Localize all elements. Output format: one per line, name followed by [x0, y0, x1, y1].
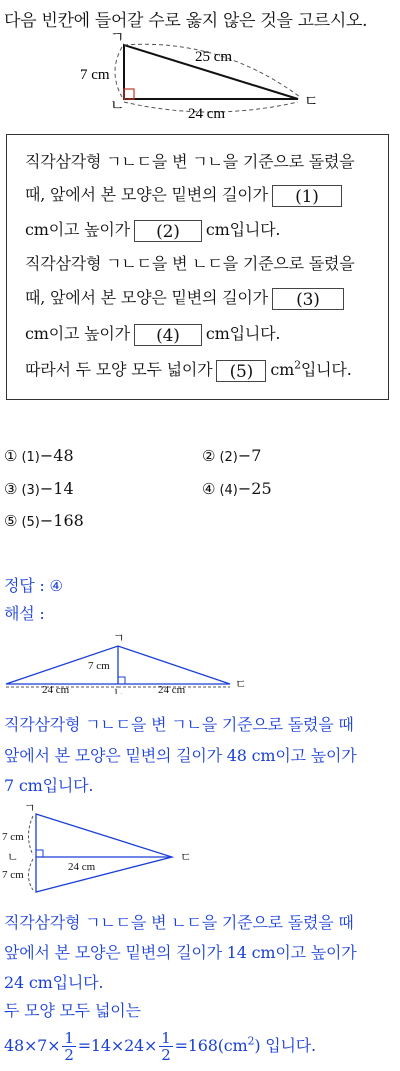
right-angle-mark: [124, 89, 134, 99]
fraction-2-num: 1: [161, 1029, 171, 1047]
right-angle-mark: [36, 850, 43, 857]
answer-label: 정답 :: [4, 576, 45, 595]
kite-triangle: [36, 814, 172, 892]
exp-para2-line3: 24 cm입니다.: [4, 973, 104, 992]
blank-2: (2): [134, 220, 202, 242]
question-text: 다음 빈칸에 들어갈 수로 옳지 않은 것을 고르시오.: [4, 11, 368, 31]
box-line-2-text: 때, 앞에서 본 모양은 밑변의 길이가: [25, 185, 268, 204]
blank-1: (1): [272, 185, 342, 207]
fig1-top-label: ㄱ: [113, 632, 125, 645]
height-label: 7 cm: [80, 67, 110, 83]
choice-1[interactable]: [4, 446, 74, 465]
blank-3: (3): [272, 288, 344, 310]
box-line-7-unit: cm: [270, 360, 295, 379]
calc-sup: 2: [247, 1034, 255, 1048]
choice-2-label: (2): [219, 450, 238, 465]
answer-line: [4, 573, 67, 596]
hypotenuse-label: 25 cm: [195, 49, 233, 65]
choice-4-mark: ④: [202, 480, 216, 498]
exp-para2-line2: 앞에서 본 모양은 밑변의 길이가 14 cm이고 높이가: [4, 943, 357, 962]
base-label: 24 cm: [188, 106, 226, 122]
question-triangle-figure: [70, 30, 340, 125]
box-line-7-end: 입니다.: [300, 360, 352, 379]
box-line-6-unit: cm입니다.: [205, 324, 281, 343]
problem-box: [6, 134, 389, 400]
box-line-6: [25, 321, 280, 346]
box-line-5: [25, 285, 348, 310]
right-angle-mark: [118, 677, 125, 684]
exp-para1-line1: 직각삼각형 ㄱㄴㄷ을 변 ㄱㄴ을 기준으로 돌렸을 때: [4, 715, 354, 734]
choice-3-value: −14: [39, 479, 74, 498]
choice-2-mark: ②: [202, 447, 216, 465]
explanation-label: 해설 :: [4, 604, 45, 623]
exp-para1-line2: 앞에서 본 모양은 밑변의 길이가 48 cm이고 높이가: [4, 746, 357, 765]
calc-part-a: 48×7×: [4, 1036, 61, 1055]
choice-4-value: −25: [237, 479, 272, 498]
choice-3-label: (3): [21, 483, 40, 498]
fig1-height-label: 7 cm: [88, 660, 110, 672]
vertex-right-label: ㄷ: [304, 94, 319, 110]
exp-para3-line1: 두 모양 모두 넓이는: [4, 1001, 141, 1020]
vertex-top-label: ㄱ: [110, 30, 125, 46]
fig1-right-base-label: 24 cm: [158, 684, 186, 694]
exp-para2-line1: 직각삼각형 ㄱㄴㄷ을 변 ㄴㄷ을 기준으로 돌렸을 때: [4, 913, 354, 932]
blank-4: (4): [134, 324, 202, 346]
fig1-right-label: ㄷ: [235, 677, 247, 691]
vertex-bottom-left-label: ㄴ: [110, 98, 125, 114]
box-line-3-unit: cm입니다.: [205, 220, 281, 239]
choice-5[interactable]: [4, 511, 84, 530]
answer-value: ④: [49, 577, 63, 595]
choice-5-mark: ⑤: [4, 512, 18, 530]
lower-dim: [29, 859, 34, 890]
choice-4-label: (4): [219, 483, 238, 498]
box-line-5-text: 때, 앞에서 본 모양은 밑변의 길이가: [25, 288, 268, 307]
calc-part-d: ) 입니다.: [254, 1036, 316, 1055]
choice-5-label: (5): [21, 515, 40, 530]
calc-part-b: =14×24×: [77, 1036, 158, 1055]
fig1-left-base-label: 24 cm: [42, 684, 70, 694]
box-line-7: [25, 357, 352, 382]
fig2-top-label: ㄱ: [24, 802, 36, 815]
box-line-7-text: 따라서 두 모양 모두 넓이가: [25, 360, 213, 379]
fig1-mid-label: ㄴ: [113, 685, 125, 694]
choice-3[interactable]: [4, 479, 74, 498]
choice-4[interactable]: [202, 479, 272, 498]
choice-1-value: −48: [39, 446, 74, 465]
explanation-figure-2: [0, 802, 200, 894]
choice-3-mark: ③: [4, 480, 18, 498]
fig2-mid-label: ㄴ: [7, 850, 19, 864]
fig2-lower-label: 7 cm: [2, 869, 24, 881]
box-line-2: [25, 182, 346, 207]
box-line-7-sup: 2: [294, 358, 301, 372]
fraction-2: [159, 1030, 172, 1063]
exp-para1-line3: 7 cm입니다.: [4, 776, 94, 795]
choice-2[interactable]: [202, 446, 261, 465]
choice-2-value: −7: [237, 446, 262, 465]
choice-1-label: (1): [21, 450, 40, 465]
explanation-figure-1: [0, 632, 252, 694]
fraction-1: [62, 1030, 75, 1063]
choice-5-value: −168: [39, 511, 84, 530]
box-line-4: 직각삼각형 ㄱㄴㄷ을 변 ㄴㄷ을 기준으로 돌렸을: [25, 254, 355, 273]
fraction-1-num: 1: [64, 1029, 74, 1047]
height-dim: [115, 47, 122, 97]
blank-5: (5): [216, 360, 266, 382]
box-line-6-text: cm이고 높이가: [25, 324, 130, 343]
fraction-1-den: 2: [64, 1046, 74, 1064]
fig2-right-label: ㄷ: [180, 850, 192, 864]
fig2-base-label: 24 cm: [68, 861, 96, 873]
calc-part-c: =168(cm: [174, 1036, 248, 1055]
fraction-2-den: 2: [161, 1046, 171, 1064]
box-line-3-text: cm이고 높이가: [25, 220, 130, 239]
calculation-line: [4, 1030, 316, 1063]
choice-1-mark: ①: [4, 447, 18, 465]
box-line-3: [25, 217, 280, 242]
box-line-1: 직각삼각형 ㄱㄴㄷ을 변 ㄱㄴ을 기준으로 돌렸을: [25, 152, 355, 171]
upper-dim: [29, 816, 34, 855]
fig2-upper-label: 7 cm: [2, 831, 24, 843]
